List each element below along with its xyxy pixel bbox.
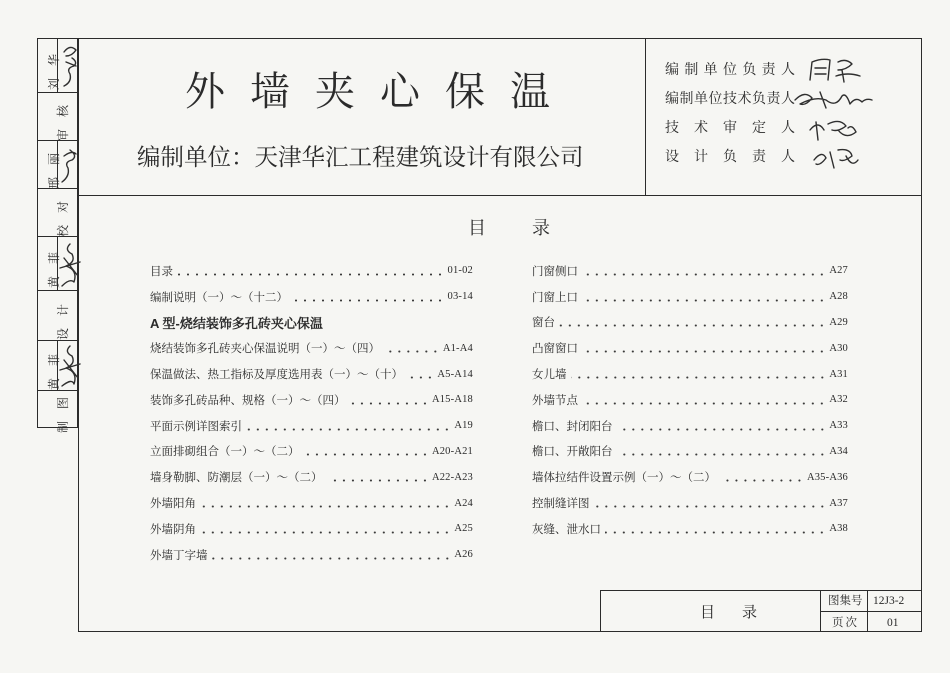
toc-entry	[532, 335, 848, 361]
toc-entry-title: 编制说明（一）～（十二）	[150, 291, 288, 304]
toc-entry	[150, 464, 473, 490]
toc-entry-title: 门窗上口	[532, 291, 578, 304]
toc-dot-leader	[582, 299, 826, 302]
strip-label: 审核	[56, 92, 71, 141]
compiling-organization	[137, 143, 584, 171]
toc-left-column	[150, 258, 473, 568]
toc-entry	[532, 490, 848, 516]
toc-dot-leader	[177, 273, 445, 276]
toc-entry-title: 外墙丁字墙	[150, 549, 208, 562]
document-title: 外墙夹心保温	[185, 70, 575, 114]
toc-entry-title: 外墙阳角	[150, 498, 196, 511]
header-divider	[645, 38, 646, 195]
header-bottom-rule	[78, 195, 922, 196]
toc-dot-leader	[292, 299, 445, 302]
strip-name: 黄菲	[46, 239, 61, 288]
toc-entry	[150, 284, 473, 310]
toc-dot-leader	[582, 273, 826, 276]
toc-entry	[532, 413, 848, 439]
title-block-title: 目录	[700, 605, 785, 621]
toc-entry	[150, 516, 473, 542]
toc-entry-page: A20-A21	[431, 445, 473, 457]
strip-name-part	[38, 237, 61, 290]
toc-dot-leader	[327, 479, 429, 482]
page-number: 01	[887, 617, 899, 629]
toc-entry-title: 檐口、开敞阳台	[532, 446, 613, 459]
toc-entry-title: 窗台	[532, 317, 555, 330]
toc-entry-page: A29	[829, 316, 848, 328]
toc-entry-title: 目录	[150, 265, 173, 278]
strip-cell-label	[38, 384, 77, 434]
org-name: 天津华汇工程建筑设计有限公司	[254, 144, 584, 170]
toc-entry-page: A34	[829, 445, 848, 457]
toc-entry	[150, 387, 473, 413]
toc-entry-page: A1-A4	[442, 342, 473, 354]
toc-entry-page: 03-14	[447, 291, 473, 303]
toc-entry-page: A33	[829, 420, 848, 432]
toc-entry-title: 灰缝、泄水口	[532, 523, 601, 536]
toc-entry-page: A15-A18	[431, 394, 473, 406]
toc-entry-page: A5-A14	[437, 368, 473, 380]
toc-dot-leader	[200, 531, 451, 534]
toc-entry-title: 门窗侧口	[532, 265, 578, 278]
toc-entry	[150, 413, 473, 439]
toc-dot-leader	[720, 479, 804, 482]
toc-entry-title: 装饰多孔砖品种、规格（一）～（四）	[150, 394, 346, 407]
toc-section-heading	[150, 310, 473, 336]
toc-entry-page: A19	[454, 420, 473, 432]
toc-dot-leader	[582, 402, 826, 405]
toc-entry	[532, 387, 848, 413]
toc-entry-page: A24	[454, 497, 473, 509]
toc-entry-page: A28	[829, 291, 848, 303]
toc-entry-page: A22-A23	[431, 471, 473, 483]
strip-name: 黄菲	[46, 341, 61, 390]
toc-dot-leader	[594, 505, 827, 508]
toc-entry-title: 立面排砌组合（一）～（二）	[150, 446, 300, 459]
toc-entry	[532, 464, 848, 490]
role-technical-head: 编制单位技术负责人	[665, 92, 795, 107]
toc-dot-leader	[304, 453, 429, 456]
toc-dot-leader	[571, 376, 827, 379]
toc-dot-leader	[212, 557, 452, 560]
strip-name-part	[38, 341, 61, 390]
toc-dot-leader	[617, 428, 827, 431]
toc-entry-page: A38	[829, 523, 848, 535]
toc-entry-page: A31	[829, 368, 848, 380]
signature-strip	[37, 38, 78, 434]
toc-entry-title: 烧结装饰多孔砖夹心保温说明（一）～（四）	[150, 343, 380, 356]
strip-label: 设计	[56, 291, 71, 340]
toc-entry-page: A27	[829, 265, 848, 277]
toc-entry	[532, 284, 848, 310]
strip-cell-name	[38, 341, 77, 391]
toc-entry-title: 檐口、封闭阳台	[532, 420, 613, 433]
toc-dot-leader	[350, 402, 429, 405]
toc-entry-title: 保温做法、热工指标及厚度选用表（一）～（十）	[150, 369, 403, 382]
atlas-number-label: 图集号	[828, 595, 863, 607]
strip-name-part	[38, 39, 61, 92]
atlas-number: 12J3-2	[873, 595, 905, 607]
role-org-head: 编制单位负责人	[665, 63, 795, 78]
toc-dot-leader	[246, 428, 451, 431]
strip-cell-name	[38, 39, 77, 93]
strip-label: 制图	[56, 384, 71, 434]
toc-entry	[532, 516, 848, 542]
toc-dot-leader	[407, 376, 434, 379]
responsible-persons	[665, 56, 795, 172]
page-number-label: 页次	[832, 617, 859, 629]
toc-entry	[150, 361, 473, 387]
toc-entry-page: A32	[829, 394, 848, 406]
toc-entry-title: 外墙阴角	[150, 523, 196, 536]
toc-entry-title: 女儿墙	[532, 369, 567, 382]
strip-label: 校对	[56, 188, 71, 237]
role-technical-reviewer: 技术审定人	[665, 121, 795, 136]
toc-dot-leader	[605, 531, 826, 534]
strip-name-part	[38, 140, 61, 189]
title-block-row-rule	[820, 611, 922, 612]
toc-entry-page: A30	[829, 342, 848, 354]
toc-entry	[150, 542, 473, 568]
toc-title: 目录	[468, 218, 596, 238]
role-design-head: 设计负责人	[665, 150, 795, 165]
toc-entry	[532, 310, 848, 336]
strip-cell-label	[38, 291, 77, 341]
toc-dot-leader	[384, 350, 440, 353]
toc-entry-page: A37	[829, 497, 848, 509]
toc-entry-title: 墙身勒脚、防潮层（一）～（二）	[150, 472, 323, 485]
org-label: 编制单位：	[137, 144, 255, 170]
toc-entry-title: 平面示例详图索引	[150, 420, 242, 433]
toc-entry	[532, 439, 848, 465]
strip-name: 邢丽	[46, 140, 61, 189]
toc-entry	[150, 439, 473, 465]
toc-entry-title: 外墙节点	[532, 394, 578, 407]
toc-entry-title: 控制缝详图	[532, 498, 590, 511]
toc-dot-leader	[559, 324, 826, 327]
strip-cell-name	[38, 141, 77, 189]
toc-dot-leader	[617, 453, 827, 456]
toc-entry-page: A25	[454, 523, 473, 535]
toc-entry-page: A26	[454, 549, 473, 561]
toc-dot-leader	[200, 505, 451, 508]
toc-entry	[150, 490, 473, 516]
strip-cell-name	[38, 237, 77, 291]
strip-name: 刘华	[46, 41, 61, 90]
toc-right-column	[532, 258, 848, 542]
toc-dot-leader	[582, 350, 826, 353]
strip-cell-label	[38, 93, 77, 141]
toc-entry-title: 凸窗窗口	[532, 343, 578, 356]
toc-entry-page: A35-A36	[806, 471, 848, 483]
toc-entry	[532, 361, 848, 387]
toc-entry	[532, 258, 848, 284]
toc-entry	[150, 335, 473, 361]
toc-entry-title: 墙体拉结件设置示例（一）～（二）	[532, 472, 716, 485]
toc-entry-title: A 型-烧结装饰多孔砖夹心保温	[150, 315, 323, 331]
strip-cell-label	[38, 189, 77, 237]
toc-entry	[150, 258, 473, 284]
toc-entry-page: 01-02	[447, 265, 473, 277]
